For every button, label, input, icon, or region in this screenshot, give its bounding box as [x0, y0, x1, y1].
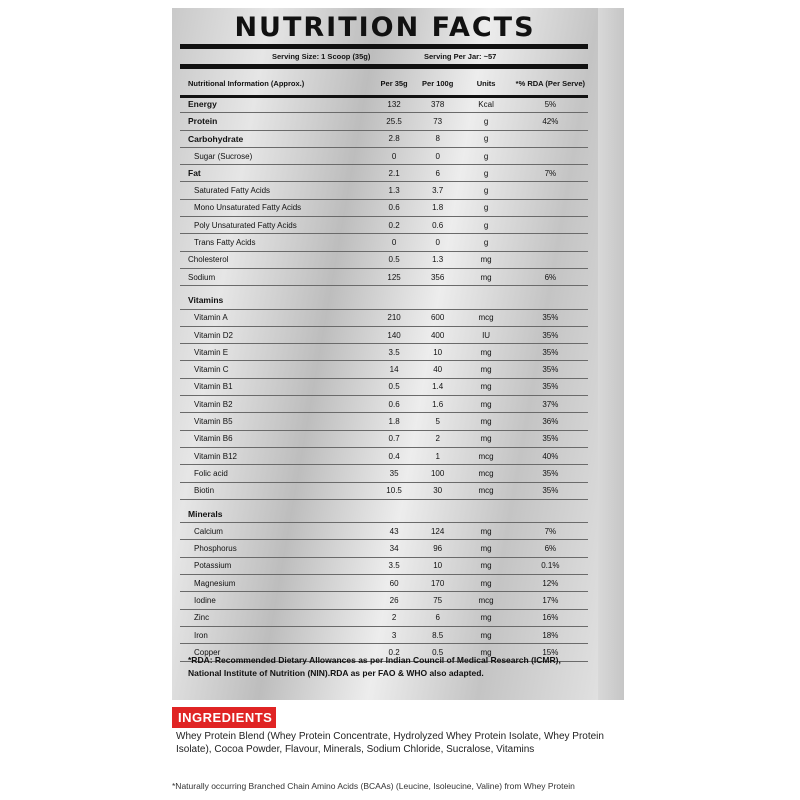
rda-value: [513, 217, 588, 234]
rda-value: 40%: [513, 447, 588, 464]
per35-value: 0.2: [372, 217, 416, 234]
unit-value: mg: [459, 575, 512, 592]
table-row: [180, 557, 588, 574]
header-name: Nutritional Information (Approx.): [188, 78, 305, 88]
nutrient-name: Iron: [180, 626, 372, 643]
table-row: [180, 626, 588, 643]
unit-value: mg: [459, 361, 512, 378]
per35-value: 0: [372, 234, 416, 251]
unit-value: Kcal: [459, 96, 512, 113]
table-row: [180, 523, 588, 540]
per35-value: 0.2: [372, 644, 416, 661]
table-row: [180, 465, 588, 482]
rda-value: 17%: [513, 592, 588, 609]
table-row: [180, 251, 588, 268]
section-heading-row: [180, 506, 588, 523]
nutrient-name: Cholesterol: [180, 251, 372, 268]
per35-value: 3.5: [372, 557, 416, 574]
per35-value: 0.5: [372, 251, 416, 268]
unit-value: mg: [459, 557, 512, 574]
table-row: [180, 413, 588, 430]
nutrient-name: Zinc: [180, 609, 372, 626]
per100-value: 1.3: [416, 251, 460, 268]
unit-value: mg: [459, 523, 512, 540]
unit-value: mg: [459, 268, 512, 285]
rda-value: 7%: [513, 523, 588, 540]
per100-value: 10: [416, 557, 460, 574]
per100-value: 0: [416, 147, 460, 164]
divider: [180, 64, 588, 69]
per100-value: 6: [416, 609, 460, 626]
per35-value: 0: [372, 147, 416, 164]
rda-value: 35%: [513, 378, 588, 395]
table-row: [180, 147, 588, 164]
rda-value: 16%: [513, 609, 588, 626]
serving-size: Serving Size: 1 Scoop (35g): [272, 52, 371, 61]
per35-value: 3.5: [372, 344, 416, 361]
rda-value: [513, 182, 588, 199]
per35-value: 2: [372, 609, 416, 626]
unit-value: mg: [459, 430, 512, 447]
nutrient-name: Energy: [180, 96, 372, 113]
nutrient-name: Mono Unsaturated Fatty Acids: [180, 199, 372, 216]
table-row: [180, 482, 588, 499]
rda-value: 42%: [513, 113, 588, 130]
nutrient-name: Sugar (Sucrose): [180, 147, 372, 164]
rda-value: 12%: [513, 575, 588, 592]
table-row: [180, 396, 588, 413]
rda-value: 6%: [513, 540, 588, 557]
per35-value: 1.3: [372, 182, 416, 199]
table-row: [180, 575, 588, 592]
nutrient-name: Vitamin B2: [180, 396, 372, 413]
per100-value: 100: [416, 465, 460, 482]
nutrient-name: Vitamin C: [180, 361, 372, 378]
nutrient-name: Vitamin D2: [180, 326, 372, 343]
per100-value: 170: [416, 575, 460, 592]
per35-value: 0.5: [372, 378, 416, 395]
serving-per-jar: Serving Per Jar: ~57: [424, 52, 497, 61]
per35-value: 0.6: [372, 199, 416, 216]
nutrient-name: Magnesium: [180, 575, 372, 592]
per100-value: 2: [416, 430, 460, 447]
rda-value: 15%: [513, 644, 588, 661]
per100-value: 600: [416, 309, 460, 326]
per100-value: 0: [416, 234, 460, 251]
nutrient-name: Fat: [180, 165, 372, 182]
unit-value: g: [459, 199, 512, 216]
per35-value: 43: [372, 523, 416, 540]
per35-value: 1.8: [372, 413, 416, 430]
per35-value: 0.7: [372, 430, 416, 447]
table-row: [180, 378, 588, 395]
per100-value: 0.6: [416, 217, 460, 234]
panel-edge: [598, 8, 624, 700]
per35-value: 0.6: [372, 396, 416, 413]
per100-value: 10: [416, 344, 460, 361]
unit-value: mcg: [459, 447, 512, 464]
nutrient-name: Vitamin B1: [180, 378, 372, 395]
per35-value: 35: [372, 465, 416, 482]
per100-value: 1.8: [416, 199, 460, 216]
ingredients-badge: INGREDIENTS: [172, 707, 276, 728]
per100-value: 40: [416, 361, 460, 378]
unit-value: g: [459, 182, 512, 199]
unit-value: g: [459, 217, 512, 234]
rda-value: 35%: [513, 309, 588, 326]
per35-value: 10.5: [372, 482, 416, 499]
divider: [180, 44, 588, 49]
rda-value: 35%: [513, 361, 588, 378]
table-row: [180, 344, 588, 361]
nutrient-name: Vitamin B12: [180, 447, 372, 464]
section-heading: Minerals: [180, 506, 588, 523]
header-rda: *% RDA (Per Serve): [515, 78, 586, 88]
unit-value: g: [459, 130, 512, 147]
per35-value: 2.8: [372, 130, 416, 147]
table-row: [180, 268, 588, 285]
table-row: [180, 430, 588, 447]
per35-value: 26: [372, 592, 416, 609]
unit-value: g: [459, 113, 512, 130]
nutrient-name: Copper: [180, 644, 372, 661]
table-row: [180, 326, 588, 343]
table-row: [180, 165, 588, 182]
per100-value: 400: [416, 326, 460, 343]
rda-value: 35%: [513, 344, 588, 361]
nutrient-name: Carbohydrate: [180, 130, 372, 147]
nutrient-name: Protein: [180, 113, 372, 130]
rda-value: 7%: [513, 165, 588, 182]
nutrient-name: Sodium: [180, 268, 372, 285]
per35-value: 14: [372, 361, 416, 378]
unit-value: mcg: [459, 465, 512, 482]
rda-value: 5%: [513, 96, 588, 113]
rda-value: 35%: [513, 326, 588, 343]
rda-value: 35%: [513, 482, 588, 499]
section-heading-row: [180, 292, 588, 309]
table-row: [180, 361, 588, 378]
per100-value: 3.7: [416, 182, 460, 199]
rda-value: 35%: [513, 430, 588, 447]
section-heading: Vitamins: [180, 292, 588, 309]
nutrient-name: Vitamin A: [180, 309, 372, 326]
per100-value: 6: [416, 165, 460, 182]
per100-value: 1.6: [416, 396, 460, 413]
per35-value: 60: [372, 575, 416, 592]
rda-value: [513, 251, 588, 268]
per35-value: 34: [372, 540, 416, 557]
nutrient-name: Biotin: [180, 482, 372, 499]
table-row: [180, 609, 588, 626]
per100-value: 1.4: [416, 378, 460, 395]
per35-value: 132: [372, 96, 416, 113]
per100-value: 96: [416, 540, 460, 557]
nutrient-name: Trans Fatty Acids: [180, 234, 372, 251]
nutrient-name: Saturated Fatty Acids: [180, 182, 372, 199]
per35-value: 2.1: [372, 165, 416, 182]
unit-value: mg: [459, 609, 512, 626]
ingredients-text: Whey Protein Blend (Whey Protein Concentrate, Hydrolyzed Whey Protein Isolate, Whey Protein Isolate), Cocoa Powder, Flavour, Minerals, Sodium Chloride, Sucralose, Vitamins: [176, 731, 604, 755]
nutrient-name: Potassium: [180, 557, 372, 574]
unit-value: mcg: [459, 309, 512, 326]
rda-footnote: *RDA: Recommended Dietary Allowances as per Indian Council of Medical Research (ICMR), National Institute of Nutrition (NIN).RDA as per FAO & WHO also adapted.: [188, 655, 561, 678]
unit-value: mcg: [459, 592, 512, 609]
per100-value: 8.5: [416, 626, 460, 643]
nutrition-table: [180, 70, 588, 662]
header-per100: Per 100g: [422, 78, 454, 88]
per100-value: 73: [416, 113, 460, 130]
rda-value: 37%: [513, 396, 588, 413]
per100-value: 0.5: [416, 644, 460, 661]
table-row: [180, 113, 588, 130]
per100-value: 356: [416, 268, 460, 285]
per100-value: 378: [416, 96, 460, 113]
nutrient-name: Vitamin B6: [180, 430, 372, 447]
per35-value: 125: [372, 268, 416, 285]
nutrient-name: Vitamin B5: [180, 413, 372, 430]
divider: [180, 95, 588, 98]
per100-value: 30: [416, 482, 460, 499]
table-row: [180, 309, 588, 326]
rda-value: 35%: [513, 465, 588, 482]
per35-value: 210: [372, 309, 416, 326]
rda-value: [513, 147, 588, 164]
rda-value: [513, 199, 588, 216]
table-row: [180, 96, 588, 113]
per100-value: 8: [416, 130, 460, 147]
table-row: [180, 130, 588, 147]
unit-value: g: [459, 147, 512, 164]
rda-value: [513, 234, 588, 251]
rda-value: 6%: [513, 268, 588, 285]
table-row: [180, 234, 588, 251]
nutrient-name: Poly Unsaturated Fatty Acids: [180, 217, 372, 234]
table-row: [180, 199, 588, 216]
ingredients-note: *Naturally occurring Branched Chain Amino Acids (BCAAs) (Leucine, Isoleucine, Valine) from Whey Protein: [172, 781, 575, 791]
unit-value: mg: [459, 396, 512, 413]
per100-value: 75: [416, 592, 460, 609]
unit-value: mg: [459, 344, 512, 361]
unit-value: mg: [459, 626, 512, 643]
nutrient-name: Folic acid: [180, 465, 372, 482]
header-per35: Per 35g: [380, 78, 408, 88]
rda-value: 0.1%: [513, 557, 588, 574]
unit-value: mg: [459, 540, 512, 557]
unit-value: g: [459, 234, 512, 251]
header-units: Units: [476, 78, 496, 88]
unit-value: mg: [459, 251, 512, 268]
nutrient-name: Iodine: [180, 592, 372, 609]
per100-value: 5: [416, 413, 460, 430]
per35-value: 0.4: [372, 447, 416, 464]
table-row: [180, 217, 588, 234]
unit-value: IU: [459, 326, 512, 343]
table-row: [180, 592, 588, 609]
rda-value: 36%: [513, 413, 588, 430]
per35-value: 25.5: [372, 113, 416, 130]
nutrient-name: Vitamin E: [180, 344, 372, 361]
unit-value: g: [459, 165, 512, 182]
nutrient-name: Phosphorus: [180, 540, 372, 557]
table-row: [180, 540, 588, 557]
unit-value: mg: [459, 644, 512, 661]
per35-value: 3: [372, 626, 416, 643]
per35-value: 140: [372, 326, 416, 343]
table-row: [180, 447, 588, 464]
unit-value: mg: [459, 378, 512, 395]
per100-value: 124: [416, 523, 460, 540]
unit-value: mg: [459, 413, 512, 430]
nutrient-name: Calcium: [180, 523, 372, 540]
per100-value: 1: [416, 447, 460, 464]
rda-value: [513, 130, 588, 147]
table-row: [180, 182, 588, 199]
table-header: [180, 70, 588, 96]
unit-value: mcg: [459, 482, 512, 499]
page-title: NUTRITION FACTS: [234, 12, 536, 43]
rda-value: 18%: [513, 626, 588, 643]
